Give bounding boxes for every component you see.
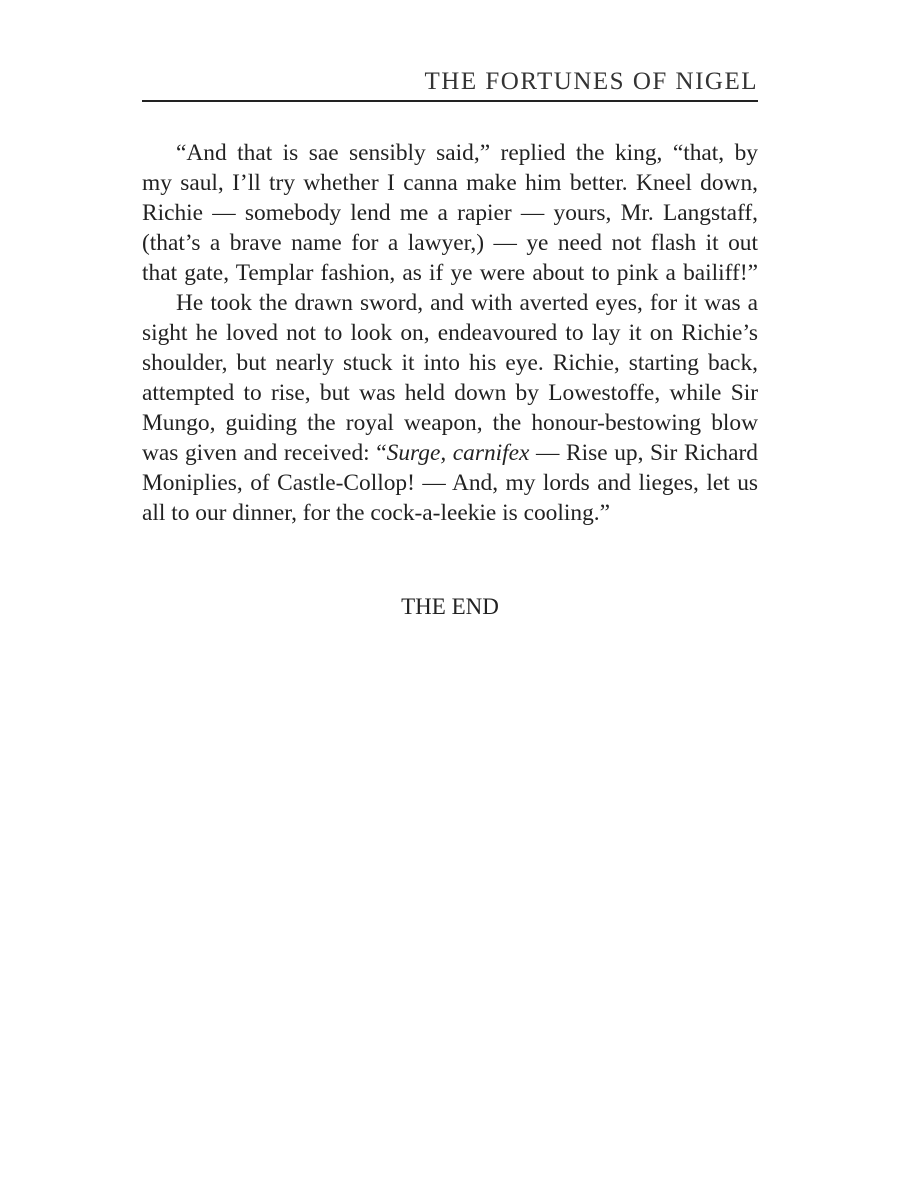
- text-line: my saul, I’ll try whether I canna make him better. Kneel down,: [142, 170, 758, 196]
- text-line: attempted to rise, but was held down by Lowestoffe, while Sir: [142, 380, 758, 406]
- text-line: Richie — somebody lend me a rapier — yours, Mr. Langstaff,: [142, 200, 758, 226]
- body-text: [142, 138, 758, 528]
- text-line: that gate, Templar fashion, as if ye were about to pink a bailiff!”: [142, 260, 758, 286]
- text-run: — Rise up, Sir Richard: [529, 440, 758, 466]
- text-line: (that’s a brave name for a lawyer,) — ye need not flash it out: [142, 230, 758, 256]
- text-line: Mungo, guiding the royal weapon, the honour-bestowing blow: [142, 410, 758, 436]
- running-head: [142, 64, 758, 102]
- book-title: THE FORTUNES OF NIGEL: [424, 68, 758, 95]
- text-line: [142, 438, 758, 468]
- text-run: was given and received: “: [142, 440, 387, 466]
- text-line: sight he loved not to look on, endeavoured to lay it on Richie’s: [142, 320, 758, 346]
- text-line: Moniplies, of Castle-Collop! — And, my lords and lieges, let us: [142, 470, 758, 496]
- italic-latin-phrase: Surge, carnifex: [386, 440, 530, 466]
- text-line: He took the drawn sword, and with averted eyes, for it was a: [176, 290, 758, 316]
- text-line-last: all to our dinner, for the cock-a-leekie is cooling.”: [142, 500, 610, 526]
- paragraph-1: [142, 138, 758, 288]
- text-line: shoulder, but nearly stuck it into his eye. Richie, starting back,: [142, 350, 758, 376]
- paragraph-2: [142, 288, 758, 528]
- the-end-heading: THE END: [401, 594, 499, 619]
- text-line: “And that is sae sensibly said,” replied the king, “that, by: [176, 140, 758, 166]
